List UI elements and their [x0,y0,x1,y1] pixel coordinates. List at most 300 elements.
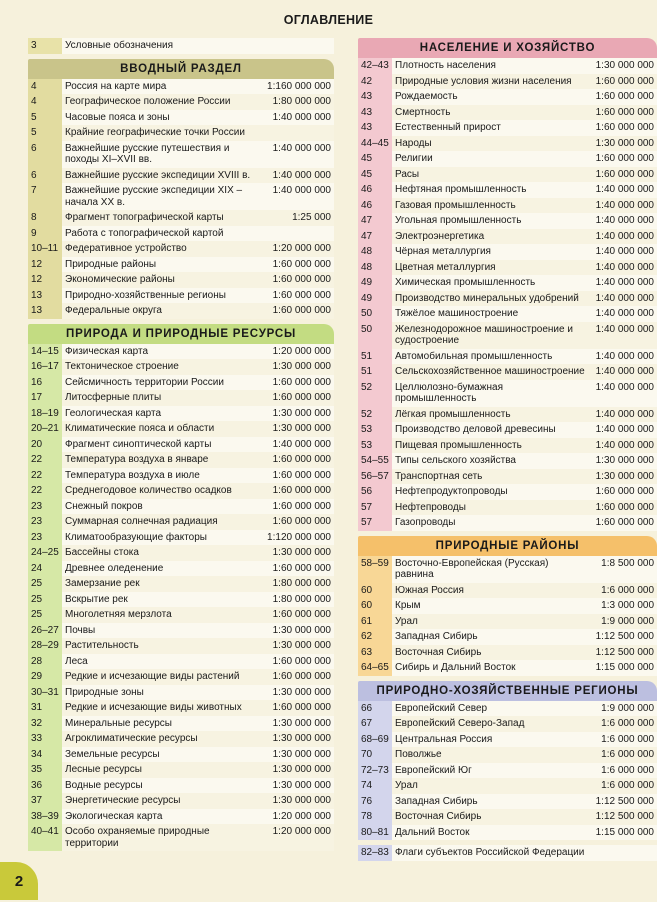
entry-page-number: 70 [358,747,392,763]
toc-entry[interactable] [28,623,334,639]
toc-entry[interactable] [28,452,334,468]
toc-entry[interactable] [28,359,334,375]
entry-page-number: 16–17 [28,359,62,375]
toc-entry[interactable] [28,530,334,546]
toc-entry[interactable] [28,793,334,809]
entry-scale: 1:40 000 000 [589,422,657,438]
entry-scale: 1:60 000 000 [260,654,334,670]
toc-entry[interactable] [28,38,334,54]
entry-title: Религии [392,151,589,167]
entry-page-number: 12 [28,257,62,273]
entry-page-number: 72–73 [358,763,392,779]
entry-scale: 1:12 500 000 [589,629,657,645]
entry-page-number: 33 [28,731,62,747]
toc-entry[interactable] [358,182,657,198]
entry-scale [260,38,334,54]
entry-title: Важнейшие русские путешествия и походы XI–XVII вв. [62,141,260,168]
entry-title: Рождаемость [392,89,589,105]
entry-scale: 1:6 000 000 [589,778,657,794]
entry-scale: 1:40 000 000 [589,306,657,322]
toc-entry[interactable] [358,825,657,841]
entry-scale: 1:60 000 000 [589,500,657,516]
entry-page-number: 24 [28,561,62,577]
entry-scale [260,226,334,242]
entry-page-number: 5 [28,125,62,141]
entry-scale: 1:12 500 000 [589,794,657,810]
entry-scale: 1:30 000 000 [260,406,334,422]
toc-entry[interactable] [28,685,334,701]
entry-page-number: 60 [358,598,392,614]
toc-entry[interactable] [28,79,334,95]
toc-entry[interactable] [358,74,657,90]
entry-title: Тяжёлое машиностроение [392,306,589,322]
toc-entry[interactable] [28,607,334,623]
toc-table [358,845,657,861]
entry-page-number: 4 [28,94,62,110]
toc-entry[interactable] [358,469,657,485]
entry-page-number: 6 [28,168,62,184]
entry-scale: 1:40 000 000 [260,168,334,184]
toc-entry[interactable] [358,660,657,676]
entry-title: Нефтяная промышленность [392,182,589,198]
toc-entry[interactable] [28,545,334,561]
entry-page-number: 51 [358,364,392,380]
entry-scale: 1:9 000 000 [589,614,657,630]
entry-scale: 1:60 000 000 [260,499,334,515]
entry-title: Древнее оледенение [62,561,260,577]
entry-page-number: 22 [28,452,62,468]
entry-title: Часовые пояса и зоны [62,110,260,126]
entry-scale: 1:30 000 000 [260,623,334,639]
toc-entry[interactable] [28,210,334,226]
toc-entry[interactable] [358,598,657,614]
entry-title: Крайние географические точки России [62,125,260,141]
entry-page-number: 52 [358,380,392,407]
entry-title: Многолетняя мерзлота [62,607,260,623]
entry-title: Природные зоны [62,685,260,701]
entry-scale: 1:40 000 000 [589,364,657,380]
entry-title: Урал [392,778,589,794]
toc-entry[interactable] [28,576,334,592]
entry-scale: 1:60 000 000 [260,303,334,319]
entry-title: Европейский Север [392,701,589,717]
toc-entry[interactable] [28,375,334,391]
entry-page-number: 12 [28,272,62,288]
entry-page-number: 67 [358,716,392,732]
entry-scale: 1:20 000 000 [260,241,334,257]
toc-table [358,701,657,841]
entry-title: Производство минеральных удобрений [392,291,589,307]
toc-entry[interactable] [28,483,334,499]
entry-scale: 1:60 000 000 [260,607,334,623]
entry-title: Работа с топографической картой [62,226,260,242]
entry-title: Поволжье [392,747,589,763]
entry-page-number: 7 [28,183,62,210]
entry-page-number: 58–59 [358,556,392,583]
entry-page-number: 74 [358,778,392,794]
entry-scale: 1:160 000 000 [260,79,334,95]
entry-title: Среднегодовое количество осадков [62,483,260,499]
entry-page-number: 13 [28,288,62,304]
entry-title: Леса [62,654,260,670]
entry-page-number: 63 [358,645,392,661]
toc-entry[interactable] [358,453,657,469]
entry-page-number: 5 [28,110,62,126]
toc-entry[interactable] [358,89,657,105]
entry-page-number: 80–81 [358,825,392,841]
toc-section [358,845,657,861]
toc-entry[interactable] [28,499,334,515]
toc-entry[interactable] [358,260,657,276]
toc-entry[interactable] [358,198,657,214]
toc-entry[interactable] [358,629,657,645]
toc-entry[interactable] [358,556,657,583]
toc-left-column [28,38,334,856]
entry-title: Нефтепродуктопроводы [392,484,589,500]
entry-scale: 1:40 000 000 [260,141,334,168]
entry-scale: 1:60 000 000 [260,468,334,484]
toc-entry[interactable] [28,406,334,422]
entry-title: Фрагмент топографической карты [62,210,260,226]
entry-title: Химическая промышленность [392,275,589,291]
entry-scale: 1:40 000 000 [260,110,334,126]
entry-page-number: 9 [28,226,62,242]
entry-page-number: 50 [358,322,392,349]
entry-page-number: 66 [358,701,392,717]
entry-page-number: 78 [358,809,392,825]
entry-title: Физическая карта [62,344,260,360]
entry-title: Редкие и исчезающие виды растений [62,669,260,685]
toc-table [28,38,334,54]
entry-page-number: 30–31 [28,685,62,701]
toc-table [28,344,334,852]
toc-entry[interactable] [28,468,334,484]
toc-entry[interactable] [28,183,334,210]
entry-page-number: 53 [358,422,392,438]
toc-entry[interactable] [28,110,334,126]
entry-title: Народы [392,136,589,152]
entry-scale: 1:40 000 000 [589,198,657,214]
entry-title: Сибирь и Дальний Восток [392,660,589,676]
entry-scale: 1:60 000 000 [260,669,334,685]
toc-entry[interactable] [28,141,334,168]
toc-entry[interactable] [28,421,334,437]
entry-scale: 1:40 000 000 [589,438,657,454]
entry-title: Дальний Восток [392,825,589,841]
entry-scale: 1:60 000 000 [589,515,657,531]
toc-section [28,324,334,852]
toc-entry[interactable] [358,349,657,365]
toc-entry[interactable] [358,645,657,661]
entry-page-number: 3 [28,38,62,54]
entry-scale: 1:30 000 000 [260,545,334,561]
toc-entry[interactable] [358,716,657,732]
toc-entry[interactable] [358,614,657,630]
entry-scale: 1:8 500 000 [589,556,657,583]
entry-title: Газопроводы [392,515,589,531]
entry-scale: 1:40 000 000 [589,229,657,245]
entry-page-number: 51 [358,349,392,365]
toc-entry[interactable] [28,257,334,273]
entry-title: Фрагмент синоптической карты [62,437,260,453]
toc-entry[interactable] [28,437,334,453]
entry-scale: 1:30 000 000 [260,638,334,654]
entry-scale: 1:80 000 000 [260,94,334,110]
entry-title: Тектоническое строение [62,359,260,375]
toc-entry[interactable] [358,306,657,322]
toc-entry[interactable] [358,167,657,183]
toc-entry[interactable] [358,275,657,291]
section-heading: ВВОДНЫЙ РАЗДЕЛ [28,59,334,79]
entry-scale: 1:15 000 000 [589,825,657,841]
entry-page-number: 48 [358,260,392,276]
entry-scale: 1:15 000 000 [589,660,657,676]
toc-entry[interactable] [358,809,657,825]
entry-title: Замерзание рек [62,576,260,592]
entry-scale: 1:12 500 000 [589,645,657,661]
toc-entry[interactable] [358,322,657,349]
entry-scale: 1:60 000 000 [589,120,657,136]
toc-entry[interactable] [28,747,334,763]
toc-entry[interactable] [358,438,657,454]
toc-entry[interactable] [358,794,657,810]
section-heading: ПРИРОДНО-ХОЗЯЙСТВЕННЫЕ РЕГИОНЫ [358,681,657,701]
entry-title: Западная Сибирь [392,794,589,810]
entry-page-number: 46 [358,182,392,198]
toc-entry[interactable] [28,303,334,319]
entry-scale: 1:20 000 000 [260,824,334,851]
entry-scale: 1:30 000 000 [260,421,334,437]
entry-title: Естественный прирост [392,120,589,136]
entry-title: Сельскохозяйственное машиностроение [392,364,589,380]
entry-page-number: 8 [28,210,62,226]
toc-entry[interactable] [28,94,334,110]
entry-page-number: 56–57 [358,469,392,485]
toc-section [358,38,657,531]
toc-entry[interactable] [28,700,334,716]
toc-section [358,681,657,841]
toc-entry[interactable] [28,669,334,685]
toc-entry[interactable] [358,364,657,380]
entry-scale: 1:40 000 000 [589,322,657,349]
toc-entry[interactable] [358,500,657,516]
entry-title: Южная Россия [392,583,589,599]
toc-entry[interactable] [358,732,657,748]
entry-page-number: 45 [358,151,392,167]
entry-page-number: 35 [28,762,62,778]
entry-scale: 1:6 000 000 [589,732,657,748]
toc-entry[interactable] [28,226,334,242]
entry-scale: 1:12 500 000 [589,809,657,825]
entry-page-number: 25 [28,576,62,592]
entry-page-number: 34 [28,747,62,763]
entry-scale: 1:6 000 000 [589,716,657,732]
entry-page-number: 29 [28,669,62,685]
toc-entry[interactable] [358,244,657,260]
entry-page-number: 45 [358,167,392,183]
toc-entry[interactable] [28,809,334,825]
entry-title: Нефтепроводы [392,500,589,516]
toc-entry[interactable] [28,824,334,851]
entry-scale: 1:30 000 000 [260,747,334,763]
entry-scale: 1:25 000 [260,210,334,226]
entry-title: Лёгкая промышленность [392,407,589,423]
toc-entry[interactable] [28,762,334,778]
toc-entry[interactable] [28,272,334,288]
toc-table [28,79,334,319]
entry-scale: 1:6 000 000 [589,747,657,763]
entry-scale: 1:80 000 000 [260,576,334,592]
toc-entry[interactable] [28,168,334,184]
entry-title: Почвы [62,623,260,639]
entry-title: Западная Сибирь [392,629,589,645]
toc-entry[interactable] [358,747,657,763]
toc-entry[interactable] [358,407,657,423]
entry-page-number: 31 [28,700,62,716]
entry-scale: 1:30 000 000 [589,453,657,469]
entry-page-number: 43 [358,89,392,105]
entry-page-number: 48 [358,244,392,260]
entry-title: Природные условия жизни населения [392,74,589,90]
entry-page-number: 49 [358,275,392,291]
entry-page-number: 54–55 [358,453,392,469]
entry-scale: 1:60 000 000 [589,151,657,167]
entry-page-number: 22 [28,468,62,484]
entry-page-number: 4 [28,79,62,95]
toc-entry[interactable] [28,731,334,747]
entry-title: Пищевая промышленность [392,438,589,454]
entry-scale: 1:60 000 000 [260,288,334,304]
entry-scale [589,845,657,861]
entry-page-number: 6 [28,141,62,168]
entry-scale: 1:40 000 000 [589,244,657,260]
toc-entry[interactable] [28,778,334,794]
entry-title: Европейский Юг [392,763,589,779]
entry-page-number: 13 [28,303,62,319]
toc-entry[interactable] [28,716,334,732]
toc-entry[interactable] [28,125,334,141]
entry-scale: 1:30 000 000 [589,58,657,74]
entry-scale: 1:40 000 000 [260,183,334,210]
entry-title: Вскрытие рек [62,592,260,608]
toc-entry[interactable] [358,213,657,229]
entry-page-number: 32 [28,716,62,732]
entry-title: Восточно-Европейская (Русская) равнина [392,556,589,583]
toc-entry[interactable] [358,58,657,74]
entry-scale: 1:40 000 000 [589,349,657,365]
entry-page-number: 20 [28,437,62,453]
entry-page-number: 20–21 [28,421,62,437]
entry-scale: 1:60 000 000 [260,452,334,468]
entry-scale: 1:30 000 000 [589,136,657,152]
entry-page-number: 14–15 [28,344,62,360]
entry-scale: 1:6 000 000 [589,763,657,779]
toc-entry[interactable] [28,288,334,304]
toc-entry[interactable] [28,514,334,530]
page-title: ОГЛАВЛЕНИЕ [283,13,374,27]
entry-scale: 1:30 000 000 [260,778,334,794]
entry-title: Восточная Сибирь [392,645,589,661]
toc-entry[interactable] [358,120,657,136]
entry-scale: 1:30 000 000 [260,762,334,778]
entry-title: Расы [392,167,589,183]
entry-page-number: 42–43 [358,58,392,74]
entry-page-number: 56 [358,484,392,500]
entry-page-number: 57 [358,515,392,531]
entry-title: Электроэнергетика [392,229,589,245]
toc-entry[interactable] [358,583,657,599]
toc-entry[interactable] [28,344,334,360]
entry-page-number: 22 [28,483,62,499]
toc-entry[interactable] [358,763,657,779]
toc-entry[interactable] [358,291,657,307]
entry-page-number: 23 [28,530,62,546]
toc-entry[interactable] [358,484,657,500]
entry-page-number: 18–19 [28,406,62,422]
entry-title: Природные районы [62,257,260,273]
entry-page-number: 60 [358,583,392,599]
entry-title: Смертность [392,105,589,121]
entry-title: Федеративное устройство [62,241,260,257]
toc-entry[interactable] [358,229,657,245]
toc-entry[interactable] [28,654,334,670]
toc-entry[interactable] [28,390,334,406]
toc-entry[interactable] [358,778,657,794]
entry-title: Земельные ресурсы [62,747,260,763]
entry-title: Сейсмичность территории России [62,375,260,391]
entry-page-number: 46 [358,198,392,214]
toc-entry[interactable] [358,151,657,167]
entry-scale: 1:30 000 000 [260,685,334,701]
entry-title: Цветная металлургия [392,260,589,276]
entry-title: Редкие и исчезающие виды животных [62,700,260,716]
toc-entry[interactable] [28,241,334,257]
entry-scale: 1:60 000 000 [260,561,334,577]
entry-page-number: 52 [358,407,392,423]
toc-entry[interactable] [358,845,657,861]
page-number: 2 [0,862,38,900]
entry-page-number: 42 [358,74,392,90]
entry-title: Бассейны стока [62,545,260,561]
entry-scale: 1:60 000 000 [589,89,657,105]
entry-scale: 1:80 000 000 [260,592,334,608]
entry-page-number: 25 [28,607,62,623]
entry-scale: 1:9 000 000 [589,701,657,717]
toc-entry[interactable] [28,592,334,608]
entry-title: Географическое положение России [62,94,260,110]
toc-entry[interactable] [358,136,657,152]
toc-entry[interactable] [28,638,334,654]
entry-title: Производство деловой древесины [392,422,589,438]
entry-scale: 1:60 000 000 [589,484,657,500]
entry-title: Железнодорожное машиностроение и судостроение [392,322,589,349]
entry-page-number: 49 [358,291,392,307]
toc-entry[interactable] [358,380,657,407]
entry-scale: 1:30 000 000 [589,469,657,485]
entry-scale: 1:60 000 000 [589,105,657,121]
toc-entry[interactable] [358,422,657,438]
entry-page-number: 40–41 [28,824,62,851]
entry-title: Геологическая карта [62,406,260,422]
entry-scale: 1:60 000 000 [260,390,334,406]
toc-entry[interactable] [28,561,334,577]
toc-entry[interactable] [358,701,657,717]
entry-title: Важнейшие русские экспедиции XIX – начала XX в. [62,183,260,210]
toc-entry[interactable] [358,105,657,121]
entry-title: Минеральные ресурсы [62,716,260,732]
toc-entry[interactable] [358,515,657,531]
entry-title: Растительность [62,638,260,654]
